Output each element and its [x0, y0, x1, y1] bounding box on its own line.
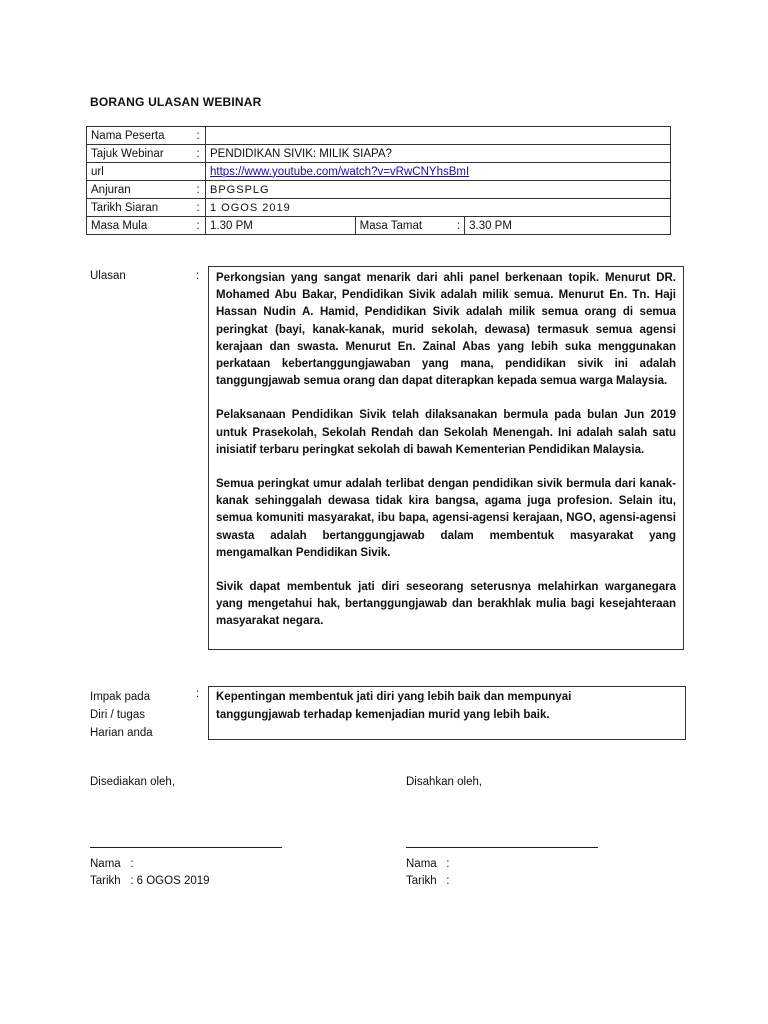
colon: : [191, 217, 206, 235]
impak-label-line-2: Diri / tugas [90, 709, 145, 721]
webinar-info-table [86, 126, 671, 235]
prepared-nama: Nama : [90, 858, 134, 870]
row-anjuran [87, 181, 671, 199]
tarikh-siaran-value: 1 OGOS 2019 [206, 199, 671, 217]
prepared-by-heading: Disediakan oleh, [90, 776, 176, 788]
row-tarikh-siaran [87, 199, 671, 217]
impak-textbox[interactable] [208, 686, 686, 740]
colon [191, 163, 206, 181]
anjuran-value: BPGSPLG [206, 181, 671, 199]
url-label: url [87, 163, 192, 181]
approved-tarikh: Tarikh : [406, 875, 450, 887]
approved-by-heading: Disahkan oleh, [406, 776, 483, 788]
ulasan-colon: : [196, 270, 200, 282]
nama-peserta-value [206, 127, 671, 145]
row-url [87, 163, 671, 181]
masa-mula-value: 1.30 PM [206, 217, 356, 235]
tajuk-webinar-value: PENDIDIKAN SIVIK: MILIK SIAPA? [206, 145, 671, 163]
ulasan-paragraph-2: Pelaksanaan Pendidikan Sivik telah dilaksanakan bermula pada bulan Jun 2019 untuk Prasekolah, Sekolah Rendah dan Sekolah Menengah. Ini adalah salah satu inisiatif terbaru peringkat sekolah di bawah Kementerian Pendidikan Malaysia. [216, 409, 676, 456]
tarikh-siaran-label: Tarikh Siaran [87, 199, 192, 217]
form-title: BORANG ULASAN WEBINAR [90, 95, 262, 109]
ulasan-textbox[interactable] [208, 266, 684, 650]
tajuk-webinar-label: Tajuk Webinar [87, 145, 192, 163]
colon: : [191, 181, 206, 199]
row-tajuk-webinar [87, 145, 671, 163]
masa-mula-label: Masa Mula [87, 217, 192, 235]
ulasan-paragraph-3: Semua peringkat umur adalah terlibat dengan pendidikan sivik bermula dari kanak-kanak sehinggalah dewasa tidak kira bangsa, agama juga profesion. Selain itu, semua komuniti masyarakat, ibu bapa, agensi-agensi kerajaan, NGO, agensi-agensi swasta adalah bertanggungjawab dalam membentuk masyarakat yang mengamalkan Pendidikan Sivik. [216, 478, 676, 559]
ulasan-label: Ulasan [90, 270, 126, 282]
masa-tamat-value: 3.30 PM [465, 217, 671, 235]
approved-nama: Nama : [406, 858, 450, 870]
impak-label-line-3: Harian anda [90, 727, 153, 739]
prepared-signature-line [90, 847, 282, 848]
approved-signature-line [406, 847, 598, 848]
row-masa [87, 217, 671, 235]
impak-line-1: Kepentingan membentuk jati diri yang lebih baik dan mempunyai [216, 691, 572, 703]
nama-peserta-label: Nama Peserta [87, 127, 192, 145]
impak-label [90, 688, 153, 742]
colon: : [191, 127, 206, 145]
row-nama-peserta [87, 127, 671, 145]
colon: : [191, 145, 206, 163]
impak-colon: : [196, 688, 200, 700]
masa-tamat-label: Masa Tamat [359, 219, 423, 232]
prepared-tarikh: Tarikh : 6 OGOS 2019 [90, 875, 210, 887]
approved-by-section [406, 774, 598, 890]
impak-label-line-1: Impak pada [90, 691, 151, 703]
colon: : [191, 199, 206, 217]
ulasan-paragraph-4: Sivik dapat membentuk jati diri seseorang seterusnya melahirkan warganegara yang mengetahui hak, bertanggungjawab dan berakhlak mulia bagi kesejahteraan masyarakat negara. [216, 581, 676, 628]
colon: : [456, 219, 461, 232]
prepared-by-section [90, 774, 282, 890]
ulasan-paragraph-1: Perkongsian yang sangat menarik dari ahli panel berkenaan topik. Menurut DR. Mohamed Abu Bakar, Pendidikan Sivik adalah milik semua. Menurut En. Tn. Haji Hassan Nudin A. Hamid, Pendidikan Sivik adalah milik semua orang di semua peringkat (bayi, kanak-kanak, murid sekolah, dewasa) termasuk semua agensi kerajaan dan swasta. Menurut En. Zainal Abas yang lebih suka menggunakan perkataan kebertanggungjawaban yang mana, pendidikan sivik ini adalah tanggungjawab semua orang dan dapat diterapkan kepada semua warga Malaysia. [216, 272, 676, 388]
webinar-url-link[interactable]: https://www.youtube.com/watch?v=vRwCNYhsBmI [210, 165, 470, 178]
impak-line-2: tanggungjawab terhadap kemenjadian murid yang lebih baik. [216, 709, 550, 721]
anjuran-label: Anjuran [87, 181, 192, 199]
